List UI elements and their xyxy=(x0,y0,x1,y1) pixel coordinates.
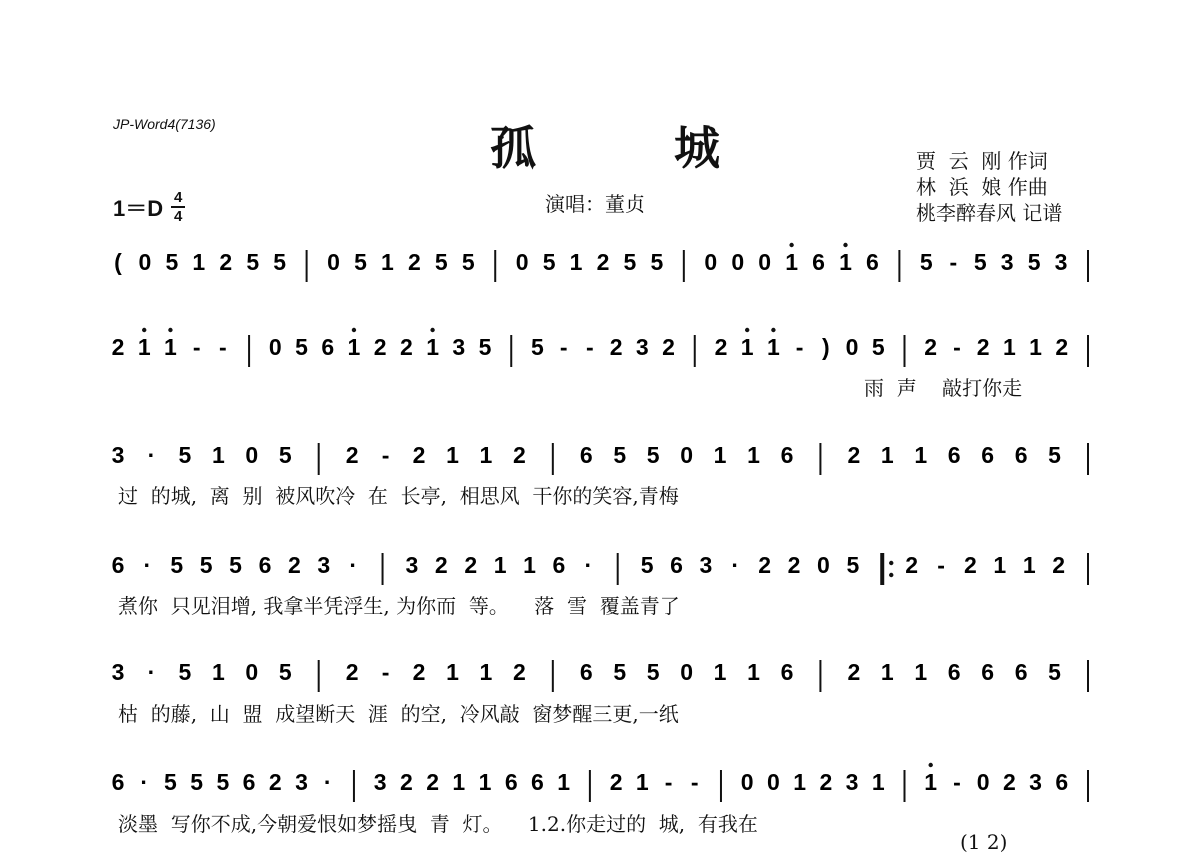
note-digit: 6 xyxy=(111,552,125,578)
note-digit: 0 xyxy=(758,249,772,275)
note-digit: 1 xyxy=(871,769,885,795)
note-digit: 1 xyxy=(523,552,536,578)
note-digit: 0 xyxy=(740,769,754,795)
note-digit: 2 xyxy=(1055,334,1069,360)
octave-dot-high xyxy=(168,328,172,332)
note-digit: 2 xyxy=(609,769,623,795)
note-digit: 1 xyxy=(557,769,571,795)
note-digit: 0 xyxy=(245,442,259,468)
note-digit: 0 xyxy=(680,659,694,685)
note-digit: 1 xyxy=(747,442,760,468)
note-digit: 2 xyxy=(111,334,125,360)
note-digit: 5 xyxy=(190,769,204,795)
note-digit: 2 xyxy=(512,659,526,685)
note-digit: 5 xyxy=(295,334,308,360)
note-digit: 1 xyxy=(478,769,492,795)
dash-mark: - xyxy=(664,769,673,795)
note-digit: · xyxy=(584,552,593,578)
dash-mark: - xyxy=(559,334,568,360)
dash-mark: - xyxy=(381,659,390,685)
note-digit: 5 xyxy=(650,249,664,275)
note-digit: 1 xyxy=(993,552,1007,578)
note-digit: 1 xyxy=(635,769,649,795)
lyric-line: 雨 声 敲打你走 xyxy=(864,376,1023,400)
note-digit: 2 xyxy=(609,334,623,360)
note-digit: 1 xyxy=(880,659,894,685)
note-digit: · xyxy=(140,769,149,795)
note-digit: 5 xyxy=(354,249,367,275)
octave-dot-high xyxy=(771,328,775,332)
note-digit: 0 xyxy=(245,659,259,685)
note-digit: 0 xyxy=(268,334,282,360)
note-digit: 2 xyxy=(847,442,861,468)
lyric-line: 枯 的藤, 山 盟 成望断天 涯 的空, 冷风敲 窗梦醒三更,一纸 xyxy=(118,702,679,726)
note-digit: 1 xyxy=(479,442,493,468)
note-digit: ) xyxy=(822,334,830,360)
note-digit: 3 xyxy=(635,334,649,360)
dash-mark: - xyxy=(381,442,390,468)
note-digit: 2 xyxy=(758,552,772,578)
note-digit: 6 xyxy=(670,552,683,578)
note-digit: 0 xyxy=(731,249,745,275)
note-digit: 2 xyxy=(399,769,413,795)
note-digit: 5 xyxy=(165,249,179,275)
note-digit: 3 xyxy=(111,442,125,468)
note-digit: 6 xyxy=(981,659,995,685)
note-digit: 2 xyxy=(464,552,478,578)
note-digit: 6 xyxy=(780,659,794,685)
note-digit: 5 xyxy=(919,249,933,275)
note-digit: 2 xyxy=(662,334,675,360)
note-digit: 3 xyxy=(295,769,308,795)
note-digit: 3 xyxy=(845,769,859,795)
note-digit: 2 xyxy=(847,659,861,685)
note-digit: 0 xyxy=(976,769,990,795)
note-digit: 2 xyxy=(1002,769,1016,795)
note-digit: 5 xyxy=(278,659,292,685)
lyric-line: 过 的城, 离 别 被风吹冷 在 长亭, 相思风 干你的笑容,青梅 xyxy=(118,484,679,508)
note-digit: 5 xyxy=(216,769,230,795)
software-label: JP-Word4(7136) xyxy=(113,116,216,132)
note-digit: 6 xyxy=(579,442,593,468)
note-digit: 1 xyxy=(914,442,928,468)
note-digit: 5 xyxy=(623,249,637,275)
repeat-dot xyxy=(889,573,893,577)
note-digit: 5 xyxy=(640,552,654,578)
note-digit: 5 xyxy=(542,249,556,275)
note-digit: 2 xyxy=(976,334,990,360)
note-digit: ( xyxy=(114,249,122,275)
note-digit: 1 xyxy=(747,659,760,685)
note-digit: 1 xyxy=(452,769,466,795)
note-digit: 2 xyxy=(345,659,359,685)
note-digit: 5 xyxy=(646,659,660,685)
note-digit: 5 xyxy=(278,442,292,468)
note-digit: 5 xyxy=(973,249,987,275)
note-digit: 5 xyxy=(871,334,885,360)
note-digit: 1 xyxy=(347,334,361,360)
note-digit: 6 xyxy=(947,442,961,468)
note-digit: 5 xyxy=(164,769,177,795)
note-digit: 2 xyxy=(924,334,938,360)
note-digit: 2 xyxy=(905,552,919,578)
dash-mark: - xyxy=(192,334,201,360)
note-digit: 5 xyxy=(613,659,627,685)
note-digit: 3 xyxy=(452,334,466,360)
dash-mark: - xyxy=(586,334,594,360)
note-digit: · xyxy=(147,442,156,468)
note-digit: 2 xyxy=(268,769,282,795)
note-digit: 2 xyxy=(964,552,977,578)
note-digit: 2 xyxy=(412,442,426,468)
note-digit: 2 xyxy=(819,769,833,795)
note-digit: 6 xyxy=(780,442,794,468)
title-char-2: 城 xyxy=(674,121,720,175)
note-digit: 2 xyxy=(596,249,610,275)
note-digit: 1 xyxy=(164,334,177,360)
note-digit: 5 xyxy=(1027,249,1041,275)
note-digit: 1 xyxy=(446,659,459,685)
note-digit: 3 xyxy=(1000,249,1014,275)
dash-mark: - xyxy=(949,249,958,275)
note-digit: 1 xyxy=(924,769,938,795)
note-digit: · xyxy=(731,552,740,578)
note-digit: 0 xyxy=(704,249,718,275)
note-digit: 2 xyxy=(787,552,801,578)
note-digit: 2 xyxy=(512,442,526,468)
note-digit: 1 xyxy=(211,442,225,468)
note-digit: 5 xyxy=(646,442,660,468)
note-digit: · xyxy=(349,552,357,578)
note-digit: 6 xyxy=(981,442,995,468)
octave-dot-high xyxy=(745,328,749,332)
note-digit: 2 xyxy=(412,659,426,685)
dash-mark: - xyxy=(953,769,961,795)
note-digit: 3 xyxy=(373,769,387,795)
note-digit: 6 xyxy=(552,552,566,578)
note-digit: 1 xyxy=(479,659,493,685)
note-digit: 1 xyxy=(446,442,459,468)
singer-credit: 演唱：董贞 xyxy=(545,192,645,216)
note-digit: 6 xyxy=(531,769,544,795)
note-digit: 3 xyxy=(1054,249,1068,275)
note-digit: 5 xyxy=(1048,442,1061,468)
note-digit: 0 xyxy=(845,334,859,360)
note-digit: 1 xyxy=(211,659,225,685)
note-digit: 0 xyxy=(817,552,830,578)
note-digit: 6 xyxy=(866,249,879,275)
note-digit: · xyxy=(323,769,332,795)
note-digit: 2 xyxy=(345,442,359,468)
note-digit: 3 xyxy=(317,552,331,578)
lyricist-credit: 贾 云 刚 作词 xyxy=(916,149,1048,173)
note-digit: 1 xyxy=(740,334,754,360)
note-digit: 1 xyxy=(137,334,151,360)
note-digit: 3 xyxy=(699,552,713,578)
note-digit: 3 xyxy=(405,552,419,578)
bottom-fragment: (1 2) xyxy=(960,830,1008,854)
octave-dot-high xyxy=(929,763,933,767)
note-digit: 5 xyxy=(613,442,627,468)
note-digit: 5 xyxy=(229,552,242,578)
note-digit: 5 xyxy=(273,249,287,275)
note-digit: 2 xyxy=(219,249,233,275)
note-digit: 5 xyxy=(1048,659,1061,685)
dash-mark: - xyxy=(219,334,227,360)
note-digit: 6 xyxy=(321,334,335,360)
note-digit: 1 xyxy=(569,249,583,275)
note-digit: 6 xyxy=(947,659,961,685)
note-digit: 1 xyxy=(426,334,439,360)
note-digit: 1 xyxy=(914,659,928,685)
note-digit: 6 xyxy=(242,769,256,795)
repeat-dot xyxy=(889,561,893,565)
time-signature-bottom: 4 xyxy=(173,208,183,225)
note-digit: 5 xyxy=(478,334,492,360)
time-signature-top: 4 xyxy=(173,189,183,206)
note-digit: 1 xyxy=(1022,552,1036,578)
note-digit: 1 xyxy=(493,552,507,578)
note-digit: 2 xyxy=(426,769,439,795)
note-digit: 0 xyxy=(680,442,694,468)
note-digit: 2 xyxy=(434,552,448,578)
note-digit: · xyxy=(147,659,156,685)
note-digit: 0 xyxy=(138,249,152,275)
transcriber-credit: 桃李醉春风 记谱 xyxy=(916,201,1063,225)
composer-credit: 林 浜 娘 作曲 xyxy=(916,175,1048,199)
note-digit: 2 xyxy=(373,334,387,360)
note-digit: 3 xyxy=(111,659,125,685)
note-digit: 2 xyxy=(1052,552,1066,578)
dash-mark: - xyxy=(953,334,961,360)
dash-mark: - xyxy=(795,334,804,360)
title-char-1: 孤 xyxy=(490,121,536,175)
note-digit: 6 xyxy=(1014,442,1028,468)
note-digit: 2 xyxy=(287,552,301,578)
note-digit: 2 xyxy=(399,334,413,360)
note-digit: · xyxy=(143,552,152,578)
lyric-line: 煮你 只见泪增, 我拿半凭浮生, 为你而 等。 落 雪 覆盖青了 xyxy=(118,594,680,618)
note-digit: 2 xyxy=(714,334,728,360)
note-digit: 5 xyxy=(199,552,213,578)
note-digit: 2 xyxy=(407,249,421,275)
dash-mark: - xyxy=(937,552,945,578)
note-digit: 6 xyxy=(812,249,825,275)
note-digit: 5 xyxy=(170,552,184,578)
note-digit: 1 xyxy=(381,249,394,275)
note-digit: 1 xyxy=(839,249,852,275)
note-digit: 1 xyxy=(1002,334,1016,360)
note-digit: 1 xyxy=(713,442,727,468)
note-digit: 1 xyxy=(1029,334,1042,360)
note-digit: 1 xyxy=(192,249,206,275)
note-digit: 5 xyxy=(531,334,544,360)
note-digit: 5 xyxy=(461,249,475,275)
note-digit: 6 xyxy=(1014,659,1028,685)
note-digit: 6 xyxy=(258,552,272,578)
note-digit: 5 xyxy=(434,249,448,275)
note-digit: 5 xyxy=(178,659,192,685)
note-digit: 6 xyxy=(1055,769,1069,795)
octave-dot-high xyxy=(789,243,793,247)
note-digit: 6 xyxy=(579,659,593,685)
note-digit: 1 xyxy=(785,249,799,275)
note-digit: 3 xyxy=(1029,769,1042,795)
note-digit: 6 xyxy=(504,769,518,795)
note-digit: 0 xyxy=(327,249,340,275)
octave-dot-high xyxy=(843,243,847,247)
dash-mark: - xyxy=(690,769,699,795)
note-digit: 5 xyxy=(246,249,260,275)
octave-dot-high xyxy=(352,328,356,332)
note-digit: 6 xyxy=(111,769,125,795)
note-digit: 1 xyxy=(713,659,727,685)
octave-dot-high xyxy=(430,328,434,332)
note-digit: 5 xyxy=(178,442,192,468)
note-digit: 5 xyxy=(846,552,860,578)
octave-dot-high xyxy=(142,328,146,332)
key-label: 1＝D xyxy=(113,195,164,221)
note-digit: 1 xyxy=(767,334,780,360)
note-digit: 1 xyxy=(793,769,807,795)
note-digit: 1 xyxy=(880,442,894,468)
note-digit: 0 xyxy=(767,769,780,795)
lyric-line: 淡墨 写你不成,今朝爱恨如梦摇曳 青 灯。 1.2.你走过的 城, 有我在 xyxy=(118,812,758,836)
note-digit: 0 xyxy=(515,249,529,275)
